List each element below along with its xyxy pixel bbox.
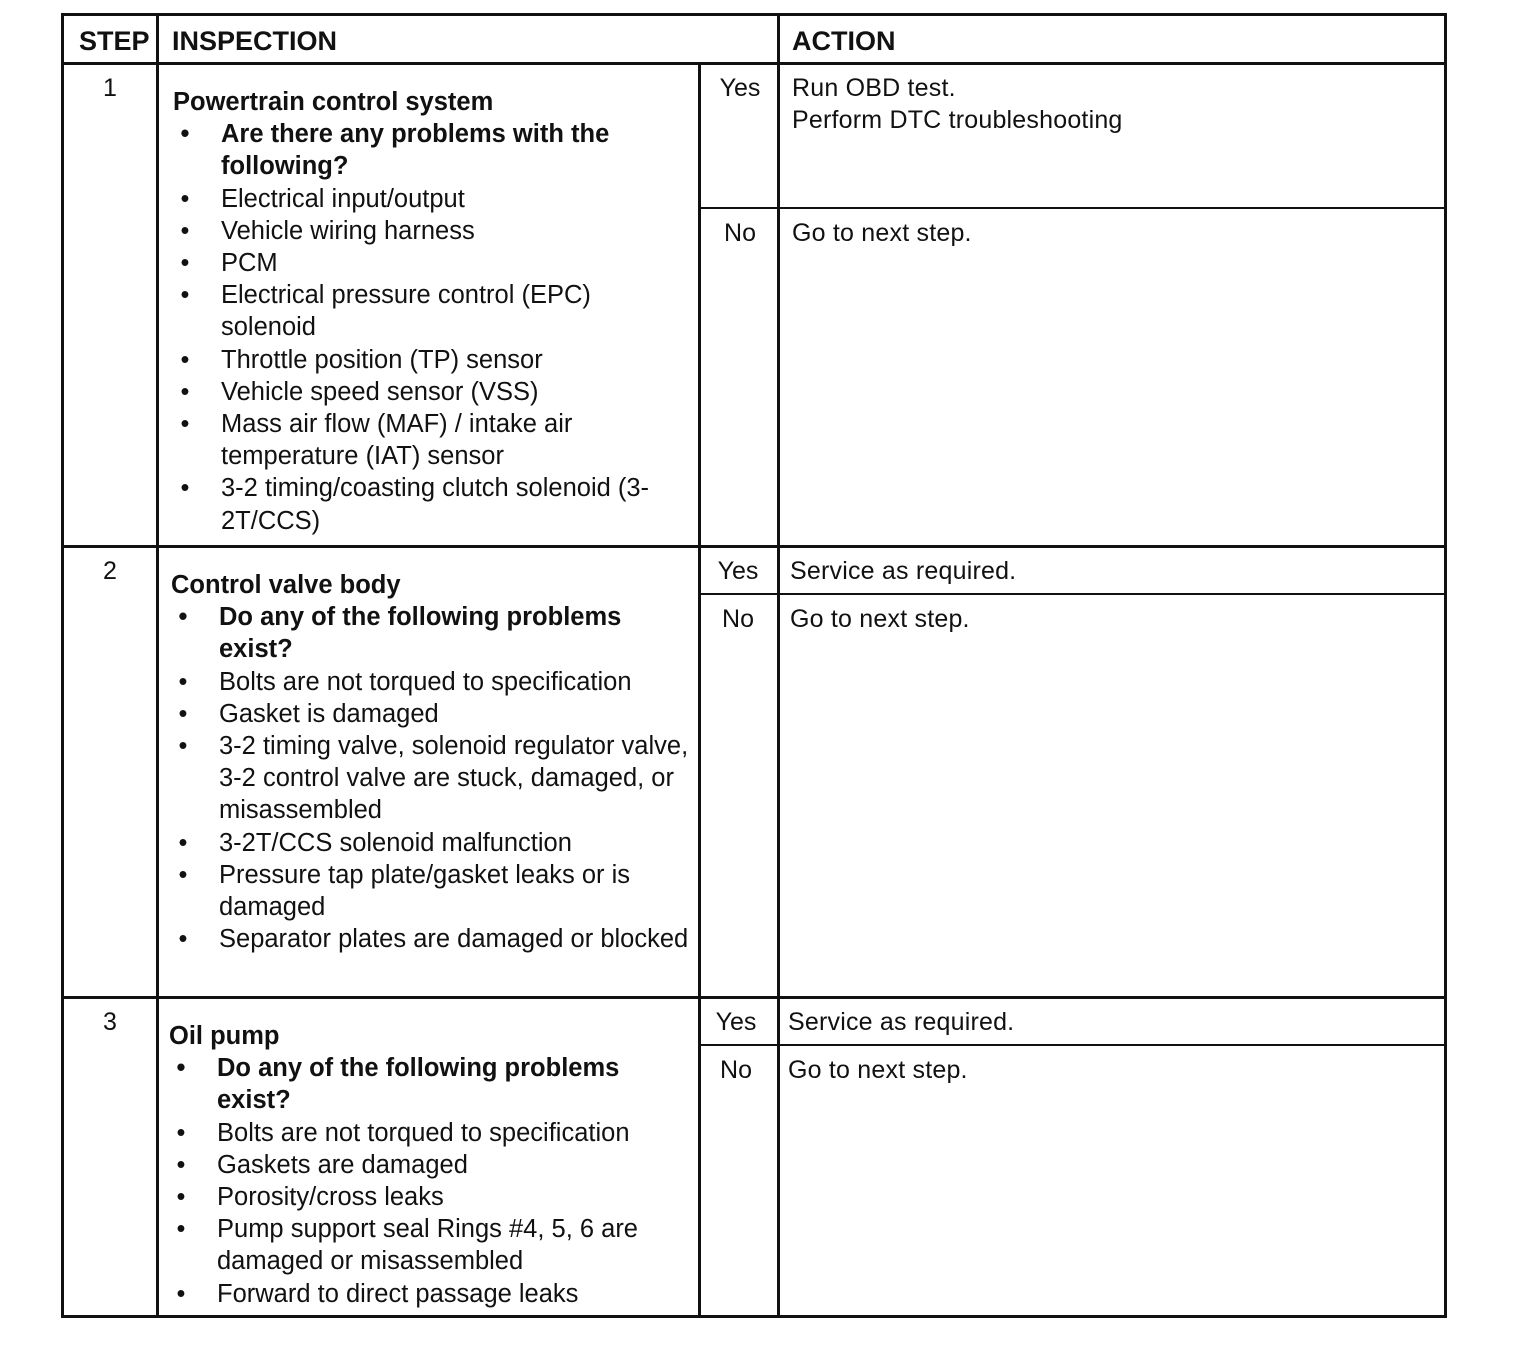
bullet-icon: •: [178, 603, 188, 632]
list-item: • Electrical input/output: [173, 183, 688, 215]
bullet-icon: •: [178, 828, 188, 857]
header-action: ACTION: [792, 26, 896, 56]
list-item: • Vehicle speed sensor (VSS): [173, 376, 688, 408]
inspection-list: [169, 1052, 691, 1310]
inspection-cell: [169, 1020, 691, 1310]
list-item: • Throttle position (TP) sensor: [173, 344, 688, 376]
no-action: Go to next step.: [788, 1056, 968, 1084]
yes-label: Yes: [717, 557, 759, 585]
list-item: • Mass air flow (MAF) / intake air temperature (IAT) sensor: [173, 408, 688, 472]
inspection-title: Powertrain control system: [173, 88, 494, 116]
list-item: • Electrical pressure control (EPC) solenoid: [173, 279, 688, 343]
bullet-icon: •: [180, 216, 190, 245]
column-divider-inspection: [698, 64, 701, 1315]
inspection-cell: [171, 569, 691, 955]
list-item: • Pump support seal Rings #4, 5, 6 are damaged or misassembled: [169, 1213, 691, 1277]
row-divider-1: [64, 545, 1444, 548]
bullet-icon: •: [176, 1183, 186, 1212]
inspection-title: Oil pump: [169, 1022, 280, 1050]
bullet-icon: •: [176, 1150, 186, 1179]
inspection-title: Control valve body: [171, 571, 401, 599]
bullet-icon: •: [178, 699, 188, 728]
list-item: • PCM: [173, 247, 688, 279]
list-item: • 3-2 timing valve, solenoid regulator valve, 3-2 control valve are stuck, damaged, or misassembled: [171, 730, 691, 827]
step-number: 2: [103, 557, 117, 585]
bullet-icon: •: [180, 249, 190, 278]
step-number: 3: [103, 1008, 117, 1036]
yes-action: [792, 72, 1123, 136]
header-divider: [64, 62, 1444, 65]
list-item: • Bolts are not torqued to specification: [169, 1117, 691, 1149]
inspection-cell: [173, 86, 688, 537]
bullet-icon: •: [178, 667, 188, 696]
yes-action-line: Perform DTC troubleshooting: [792, 106, 1123, 134]
yes-label: Yes: [715, 1008, 757, 1036]
header-inspection: INSPECTION: [172, 26, 338, 56]
bullet-icon: •: [180, 281, 190, 310]
header-step: STEP: [79, 26, 150, 56]
yes-no-divider-2: [698, 593, 1444, 595]
inspection-question: • Do any of the following problems exist?: [171, 601, 691, 665]
list-item: • Gaskets are damaged: [169, 1149, 691, 1181]
list-item: • Gasket is damaged: [171, 698, 691, 730]
yes-action: Service as required.: [790, 557, 1017, 585]
inspection-question: • Do any of the following problems exist?: [169, 1052, 691, 1116]
bullet-icon: •: [180, 120, 190, 149]
troubleshooting-table: [61, 13, 1447, 1318]
column-divider-action: [777, 16, 780, 1315]
inspection-list: [173, 118, 688, 537]
yes-no-divider-1: [698, 207, 1444, 209]
inspection-list: [171, 601, 691, 955]
no-action: Go to next step.: [790, 605, 970, 633]
list-item: • Separator plates are damaged or blocked: [171, 923, 691, 955]
bullet-icon: •: [180, 377, 190, 406]
bullet-icon: •: [178, 925, 188, 954]
list-item: • Pressure tap plate/gasket leaks or is damaged: [171, 859, 691, 923]
list-item: • Forward to direct passage leaks: [169, 1278, 691, 1310]
column-divider-step: [156, 16, 159, 1315]
yes-label: Yes: [719, 74, 761, 102]
list-item: • 3-2T/CCS solenoid malfunction: [171, 827, 691, 859]
list-item: • Porosity/cross leaks: [169, 1181, 691, 1213]
yes-action-line: Run OBD test.: [792, 74, 956, 102]
bullet-icon: •: [176, 1279, 186, 1308]
step-number: 1: [103, 74, 117, 102]
bullet-icon: •: [180, 345, 190, 374]
list-item: • 3-2 timing/coasting clutch solenoid (3-2T/CCS): [173, 472, 688, 536]
bullet-icon: •: [176, 1215, 186, 1244]
no-label: No: [724, 219, 756, 247]
inspection-question: • Are there any problems with the following?: [173, 118, 688, 182]
row-divider-2: [64, 996, 1444, 999]
no-label: No: [722, 605, 754, 633]
bullet-icon: •: [178, 732, 188, 761]
bullet-icon: •: [178, 860, 188, 889]
bullet-icon: •: [180, 474, 190, 503]
yes-no-divider-3: [698, 1044, 1444, 1046]
bullet-icon: •: [176, 1054, 186, 1083]
bullet-icon: •: [176, 1118, 186, 1147]
yes-action: Service as required.: [788, 1008, 1015, 1036]
no-action: Go to next step.: [792, 219, 972, 247]
bullet-icon: •: [180, 410, 190, 439]
list-item: • Bolts are not torqued to specification: [171, 666, 691, 698]
list-item: • Vehicle wiring harness: [173, 215, 688, 247]
bullet-icon: •: [180, 184, 190, 213]
no-label: No: [720, 1056, 752, 1084]
